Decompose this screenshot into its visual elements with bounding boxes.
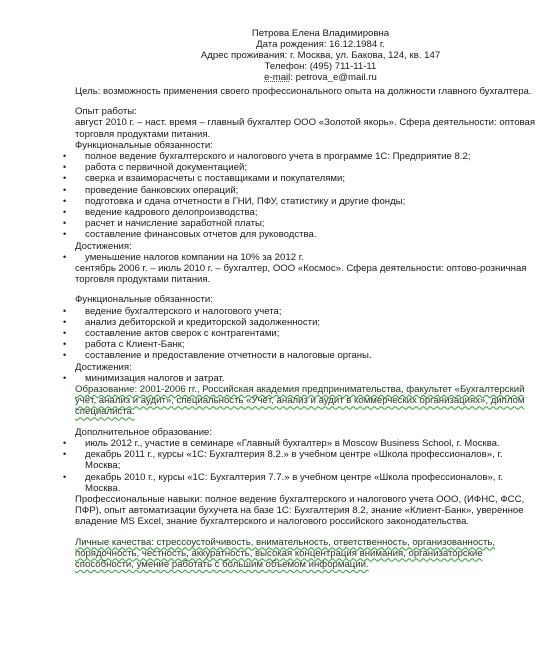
job2-achievements-title: Достижения:: [75, 361, 132, 373]
additional-education-title: Дополнительное образование:: [75, 426, 213, 438]
list-item: • декабрь 2010 г., курсы «1С: Бухгалтерия 7.7.» в учебном центре «Школа профессионалов», г. Москва.: [75, 472, 536, 494]
list-item: • анализ дебиторской и кредиторской задолженности;: [75, 317, 536, 328]
full-name: Петрова Елена Владимировна: [251, 28, 390, 39]
job1-achievements-list: [75, 252, 536, 263]
list-item: • составление и предоставление отчетности в налоговые органы.: [75, 350, 536, 361]
list-item: • полное ведение бухгалтерского и налогового учета в программе 1С: Предприятие 8.2;: [75, 151, 536, 162]
education: Образование: 2001-2006 гг., Российская академия предпринимательства, факультет «Бухгалтерский учёт, анализ и аудит», специальность «Учёт, анализ и аудит в коммерческих организациях», диплом специалиста.: [75, 384, 525, 418]
career-goal: Цель: возможность применения своего профессионального опыта на должности главного бухгалтера.: [75, 86, 532, 97]
list-item: • работа с первичной документацией;: [75, 162, 536, 173]
address: Адрес проживания: г. Москва, ул. Бакова, 124, кв. 147: [200, 50, 441, 61]
job2-duties-title: Функциональные обязанности:: [75, 294, 213, 306]
personal-qualities: Личные качества: стрессоустойчивость, внимательность, ответственность, организованность, порядочность, честность, аккуратность, высокая концентрация внимания, организаторские способности, умение работать с большим объемом информации.: [75, 536, 496, 570]
list-item: • расчет и начисление заработной платы;: [75, 218, 536, 229]
job1-duties-title: Функциональные обязанности:: [75, 139, 213, 151]
job1-achievements-title: Достижения:: [75, 240, 132, 252]
list-item: • уменьшение налогов компании на 10% за 2012 г.: [75, 252, 536, 263]
email-label: e-mail: [264, 72, 291, 83]
job2-period: сентябрь 2006 г. – июль 2010 г. – бухгалтер, ООО «Космос». Сфера деятельности: оптово-розничная торговля продуктами питания.: [75, 263, 527, 286]
list-item: • составление актов сверок с контрагентами;: [75, 328, 536, 339]
list-item: • декабрь 2011 г., курсы «1С: Бухгалтерия 8.2.» в учебном центре «Школа профессионалов», г. Москва;: [75, 449, 536, 471]
email-value: : petrova_e@mail.ru: [290, 72, 377, 83]
list-item: • проведение банковских операций;: [75, 185, 536, 196]
resume-header: [105, 28, 536, 83]
job1-period: август 2010 г. – наст. время – главный бухгалтер ООО «Золотой якорь». Сфера деятельности: оптовая торговля продуктами питания.: [75, 117, 536, 140]
job2-achievements-list: [75, 373, 536, 384]
list-item: • минимизация налогов и затрат.: [75, 373, 536, 384]
birth-date: Дата рождения: 16.12.1984 г.: [256, 39, 385, 50]
phone: Телефон: (495) 711-11-11: [264, 61, 377, 72]
job1-duties-list: [75, 151, 536, 241]
job2-duties-list: [75, 306, 536, 362]
list-item: • ведение кадрового делопроизводства;: [75, 207, 536, 218]
list-item: • работа с Клиент-Банк;: [75, 339, 536, 350]
list-item: • ведение бухгалтерского и налогового учета;: [75, 306, 536, 317]
professional-skills: Профессиональные навыки: полное ведение бухгалтерского и налогового учета ООО, (ИФНС, ФСС, ПФР), опыт автоматизации бухучета на базе 1С: Бухгалтерия 8.2, знание «Клиент-Банк», уверенное владение MS Excel, знание бухгалтерского и налогового российского законодательства.: [75, 493, 525, 528]
list-item: • подготовка и сдача отчетности в ГНИ, ПФУ, статистику и другие фонды;: [75, 196, 536, 207]
additional-education-list: [75, 438, 536, 494]
list-item: • сверка и взаиморасчеты с поставщиками и покупателями;: [75, 173, 536, 184]
experience-title: Опыт работы:: [75, 106, 137, 118]
list-item: • составление финансовых отчетов для руководства.: [75, 229, 536, 240]
list-item: • июль 2012 г., участие в семинаре «Главный бухгалтер» в Moscow Business School, г. Москва.: [75, 438, 536, 449]
email: [105, 72, 536, 83]
